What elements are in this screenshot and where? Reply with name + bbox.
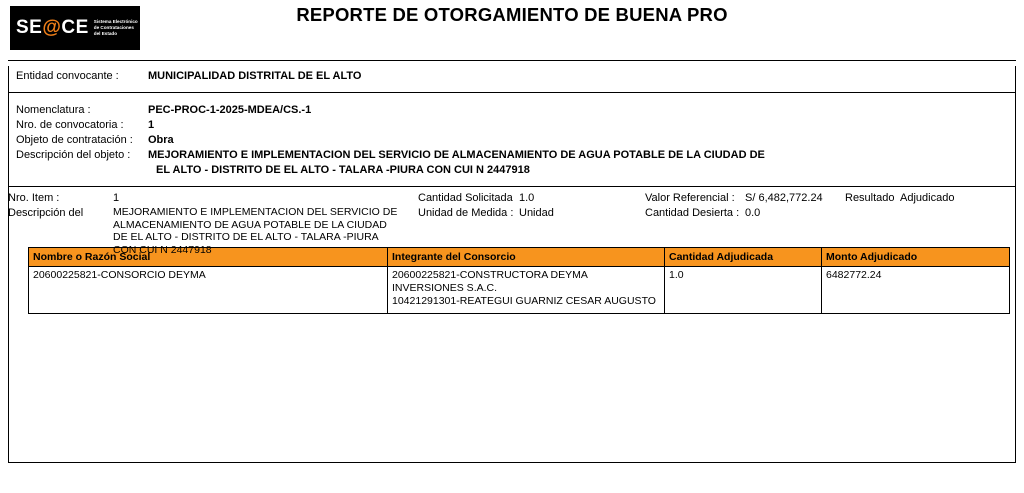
- objeto-row: [8, 133, 1016, 148]
- descripcion-objeto-value-line1: MEJORAMIENTO E IMPLEMENTACION DEL SERVICIO DE ALMACENAMIENTO DE AGUA POTABLE DE LA CIUDAD DE: [148, 149, 765, 161]
- descripcion-objeto-value-line2: EL ALTO - DISTRITO DE EL ALTO - TALARA -PIURA CON CUI N 2447918: [156, 164, 530, 176]
- cell-integrantes: [388, 267, 665, 314]
- table-row: [29, 267, 1010, 314]
- convocatoria-value: 1: [148, 119, 155, 131]
- valor-referencial-value: S/ 6,482,772.24: [745, 192, 823, 204]
- integrante-line: 10421291301-REATEGUI GUARNIZ CESAR AUGUSTO: [392, 295, 656, 307]
- integrante-line: 20600225821-CONSTRUCTORA DEYMA INVERSIONES S.A.C.: [392, 269, 588, 294]
- report-header: [0, 0, 1024, 60]
- column-header-monto: Monto Adjudicado: [822, 248, 1010, 267]
- convocatoria-row: [8, 118, 1016, 133]
- award-table: [28, 247, 1010, 314]
- nomenclatura-label: Nomenclatura :: [16, 104, 91, 116]
- unidad-medida-label: Unidad de Medida :: [418, 207, 514, 219]
- page-frame-bottom-border: [8, 462, 1016, 463]
- resultado-value: Adjudicado: [900, 192, 955, 204]
- cantidad-solicitada-value: 1.0: [519, 192, 535, 204]
- item-descripcion-label: Descripción del: [8, 207, 84, 219]
- page-title: REPORTE DE OTORGAMIENTO DE BUENA PRO: [296, 4, 728, 25]
- nomenclatura-row: [8, 103, 1016, 118]
- entity-block: [0, 61, 1024, 92]
- resultado-label: Resultado: [845, 192, 895, 204]
- objeto-value: Obra: [148, 134, 174, 146]
- nro-item-value: 1: [113, 192, 120, 204]
- column-header-integrante: Integrante del Consorcio: [388, 248, 665, 267]
- valor-referencial-label: Valor Referencial :: [645, 192, 735, 204]
- column-header-cantidad: Cantidad Adjudicada: [665, 248, 822, 267]
- cantidad-desierta-value: 0.0: [745, 207, 761, 219]
- page-frame-left-border: [8, 66, 9, 463]
- nomenclatura-value: PEC-PROC-1-2025-MDEA/CS.-1: [148, 104, 312, 116]
- entity-label: Entidad convocante :: [16, 70, 119, 82]
- item-descripcion-value: MEJORAMIENTO E IMPLEMENTACION DEL SERVICIO DE ALMACENAMIENTO DE AGUA POTABLE DE LA CIUDAD DE EL ALTO - DISTRITO DE EL ALTO - TALARA -PIURA CON CUI N 2447918: [113, 206, 398, 256]
- descripcion-objeto-label: Descripción del objeto :: [16, 149, 131, 161]
- cell-nombre: 20600225821-CONSORCIO DEYMA: [29, 267, 388, 314]
- cell-monto: 6482772.24: [822, 267, 1010, 314]
- descripcion-objeto-row: [8, 148, 1016, 163]
- objeto-label: Objeto de contratación :: [16, 134, 133, 146]
- cantidad-desierta-label: Cantidad Desierta :: [645, 207, 740, 219]
- award-table-wrapper: [28, 247, 1016, 314]
- page-frame-right-border: [1015, 66, 1016, 463]
- logo-wordmark: SE@CE: [16, 17, 89, 38]
- nro-item-label: Nro. Item :: [8, 192, 60, 204]
- process-block: [0, 93, 1024, 186]
- unidad-medida-value: Unidad: [519, 207, 554, 219]
- convocatoria-label: Nro. de convocatoria :: [16, 119, 124, 131]
- column-header-nombre: Nombre o Razón Social: [29, 248, 388, 267]
- logo-subtitle: Sistema Electrónico de Contrataciones del Estado: [93, 19, 138, 36]
- cantidad-solicitada-label: Cantidad Solicitada: [418, 192, 513, 204]
- item-detail-block: [0, 187, 1024, 256]
- entity-value: MUNICIPALIDAD DISTRITAL DE EL ALTO: [148, 70, 362, 82]
- cell-cantidad: 1.0: [665, 267, 822, 314]
- entity-row: [8, 69, 1016, 84]
